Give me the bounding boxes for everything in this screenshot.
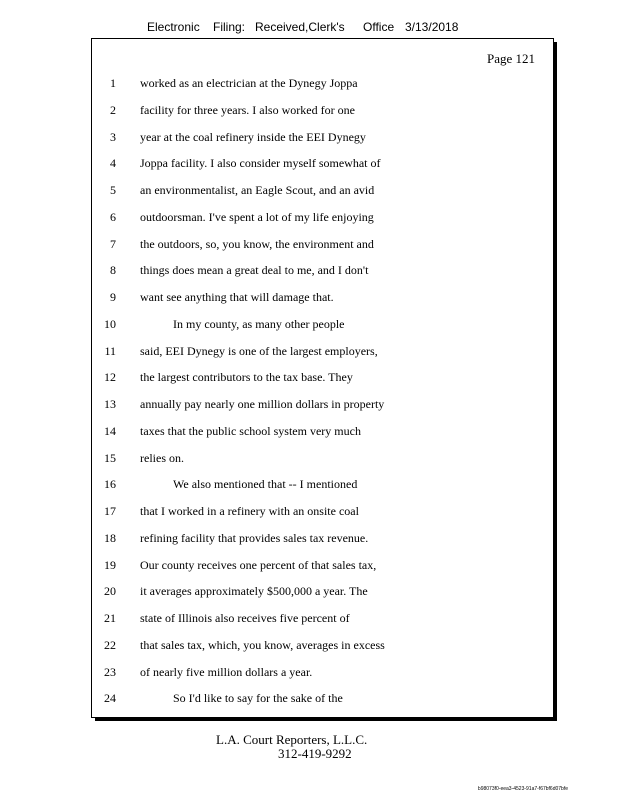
line-number: 10 [104,316,116,331]
court-reporter-name: L.A. Court Reporters, L.L.C. [216,732,368,747]
filing-header-electronic: Electronic [147,20,200,34]
page-footer [216,733,367,761]
line-text: worked as an electrician at the Dynegy Joppa [140,76,358,90]
line-text: annually pay nearly one million dollars in property [140,397,385,411]
line-text: refining facility that provides sales tax revenue. [140,530,369,545]
document-id: b98073f0-eea3-4523-91a7-f67bf6d07bfe [477,786,568,792]
line-number: 20 [104,584,116,599]
line-text: relies on. [140,450,184,465]
line-text: In my county, as many other people [173,316,345,331]
line-text: of nearly five million dollars a year. [140,664,313,679]
filing-header-filing: Filing: [213,20,246,34]
line-number: 14 [104,423,116,438]
court-reporter-phone: 312-419-9292 [278,746,352,761]
line-text: state of Illinois also receives five percent of [140,611,350,625]
line-number: 2 [110,102,116,117]
line-number: 17 [104,504,116,518]
filing-header-received: Received,Clerk's [255,20,345,34]
line-number: 9 [110,290,116,304]
filing-header-office: Office [363,20,395,34]
line-number: 8 [110,263,116,278]
line-number: 12 [104,370,116,385]
line-text: Joppa facility. I also consider myself somewhat of [140,156,381,171]
line-number: 1 [110,76,116,90]
line-text: an environmentalist, an Eagle Scout, and an avid [140,183,375,197]
page-shadow-right [554,42,557,721]
line-text: So I'd like to say for the sake of the [173,691,343,706]
page-number: Page 121 [486,51,535,66]
line-number: 5 [110,183,116,197]
line-text: said, EEI Dynegy is one of the largest employers, [140,343,378,358]
line-number: 7 [110,236,116,251]
line-text: Our county receives one percent of that sales tax, [140,557,377,572]
line-number: 22 [104,637,116,652]
line-text: the largest contributors to the tax base. They [140,370,353,385]
line-text: We also mentioned that -- I mentioned [173,477,358,492]
filing-header [147,20,458,34]
line-text: that I worked in a refinery with an onsite coal [140,504,359,518]
filing-header-date: 3/13/2018 [405,20,459,34]
line-text: outdoorsman. I've spent a lot of my life enjoying [140,209,374,224]
line-text: things does mean a great deal to me, and I don't [140,263,369,278]
line-text: that sales tax, which, you know, averages in excess [140,637,385,652]
line-number: 3 [110,129,116,144]
line-number: 15 [104,450,116,465]
line-number: 24 [104,691,116,706]
line-text: facility for three years. I also worked for one [140,102,355,117]
line-text: want see anything that will damage that. [140,290,334,304]
line-number: 11 [104,343,116,358]
line-number: 16 [104,477,116,492]
line-number: 4 [110,156,116,171]
line-text: the outdoors, so, you know, the environment and [140,236,374,251]
line-number: 21 [104,611,116,625]
line-number: 18 [104,530,116,545]
transcript-page [91,38,554,718]
line-text: it averages approximately $500,000 a year. The [140,584,368,599]
line-number: 19 [104,557,116,572]
page-shadow-bottom [95,718,557,721]
line-number: 23 [104,664,116,679]
line-number: 13 [104,397,116,411]
line-text: year at the coal refinery inside the EEI Dynegy [140,129,366,144]
line-text: taxes that the public school system very much [140,423,361,438]
line-number: 6 [110,209,116,224]
